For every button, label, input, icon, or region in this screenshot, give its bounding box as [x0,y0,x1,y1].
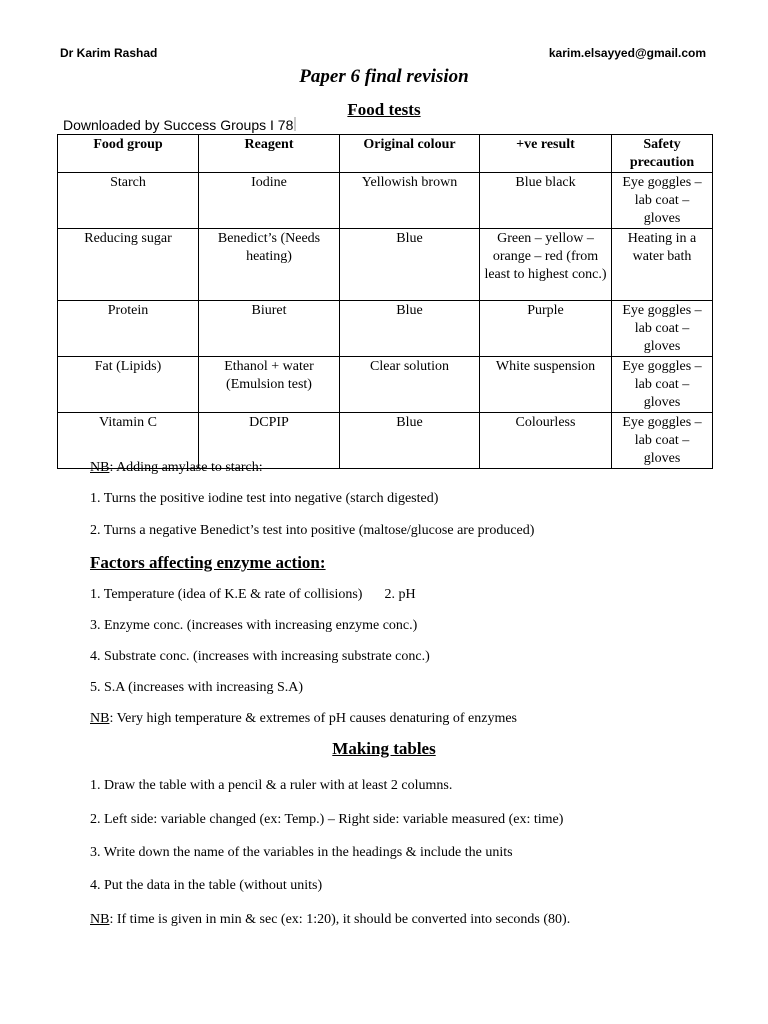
table-row [58,229,713,301]
table-cell: Biuret [199,301,340,357]
food-tests-heading: Food tests [347,100,421,119]
enzyme-factors-heading: Factors affecting enzyme action: [90,553,326,572]
amylase-note [90,460,263,476]
nb-text: : Very high temperature & extremes of pH causes denaturing of enzymes [109,711,518,726]
table-cell: Blue black [480,173,612,229]
page-title: Paper 6 final revision [299,66,469,87]
table-cell: Eye goggles – lab coat – gloves [612,301,713,357]
amylase-point: 2. Turns a negative Benedict’s test into positive (maltose/glucose are produced) [90,523,535,538]
column-header: Safety precaution [612,135,713,173]
table-cell: Purple [480,301,612,357]
nb-text: : If time is given in min & sec (ex: 1:20), it should be converted into seconds (80). [109,912,571,927]
nb-label: NB [90,460,110,475]
column-header: +ve result [480,135,612,173]
table-cell: Blue [340,229,480,301]
table-cell: Green – yellow – orange – red (from least to highest conc.) [480,229,612,301]
table-cell: Heating in a water bath [612,229,713,301]
watermark-divider [294,117,296,131]
enzyme-factor: 3. Enzyme conc. (increases with increasing enzyme conc.) [90,618,418,633]
table-cell: Clear solution [340,357,480,413]
download-watermark: Downloaded by Success Groups I 78 [63,117,294,133]
enzyme-factor: 5. S.A (increases with increasing S.A) [90,680,304,695]
enzyme-factor: 2. pH [384,587,416,602]
table-cell: Iodine [199,173,340,229]
column-header: Original colour [340,135,480,173]
table-rule: 3. Write down the name of the variables in the headings & include the units [90,845,513,860]
table-cell: Eye goggles – lab coat – gloves [612,357,713,413]
food-tests-table [57,134,713,469]
table-cell: Ethanol + water (Emulsion test) [199,357,340,413]
table-cell: White suspension [480,357,612,413]
table-cell: Yellowish brown [340,173,480,229]
time-conversion-note [90,912,570,928]
author-email: karim.elsayyed@gmail.com [548,46,706,60]
table-cell: Protein [58,301,199,357]
table-cell: Colourless [480,413,612,469]
table-cell: Blue [340,301,480,357]
amylase-point: 1. Turns the positive iodine test into negative (starch digested) [90,491,439,506]
column-header: Reagent [199,135,340,173]
table-cell: Reducing sugar [58,229,199,301]
table-cell: DCPIP [199,413,340,469]
enzyme-factor: 1. Temperature (idea of K.E & rate of collisions) [90,587,363,602]
table-row [58,301,713,357]
nb-label: NB [90,711,110,726]
table-cell: Starch [58,173,199,229]
table-rule: 2. Left side: variable changed (ex: Temp.) – Right side: variable measured (ex: time) [90,812,564,827]
table-cell: Eye goggles – lab coat – gloves [612,173,713,229]
table-cell: Vitamin C [58,413,199,469]
table-cell: Eye goggles – lab coat – gloves [612,413,713,469]
table-rule: 1. Draw the table with a pencil & a ruler with at least 2 columns. [90,778,453,793]
table-row [58,173,713,229]
nb-label: NB [90,912,110,927]
table-cell: Benedict’s (Needs heating) [199,229,340,301]
table-cell: Fat (Lipids) [58,357,199,413]
enzyme-factor-line [90,587,416,603]
table-rule: 4. Put the data in the table (without units) [90,878,323,893]
enzyme-note [90,711,517,727]
enzyme-factor: 4. Substrate conc. (increases with increasing substrate conc.) [90,649,430,664]
author-name: Dr Karim Rashad [60,46,158,60]
nb-text: : Adding amylase to starch: [109,460,263,475]
making-tables-heading: Making tables [332,739,436,758]
table-header-row [58,135,713,173]
column-header: Food group [58,135,199,173]
table-cell: Blue [340,413,480,469]
table-row [58,357,713,413]
